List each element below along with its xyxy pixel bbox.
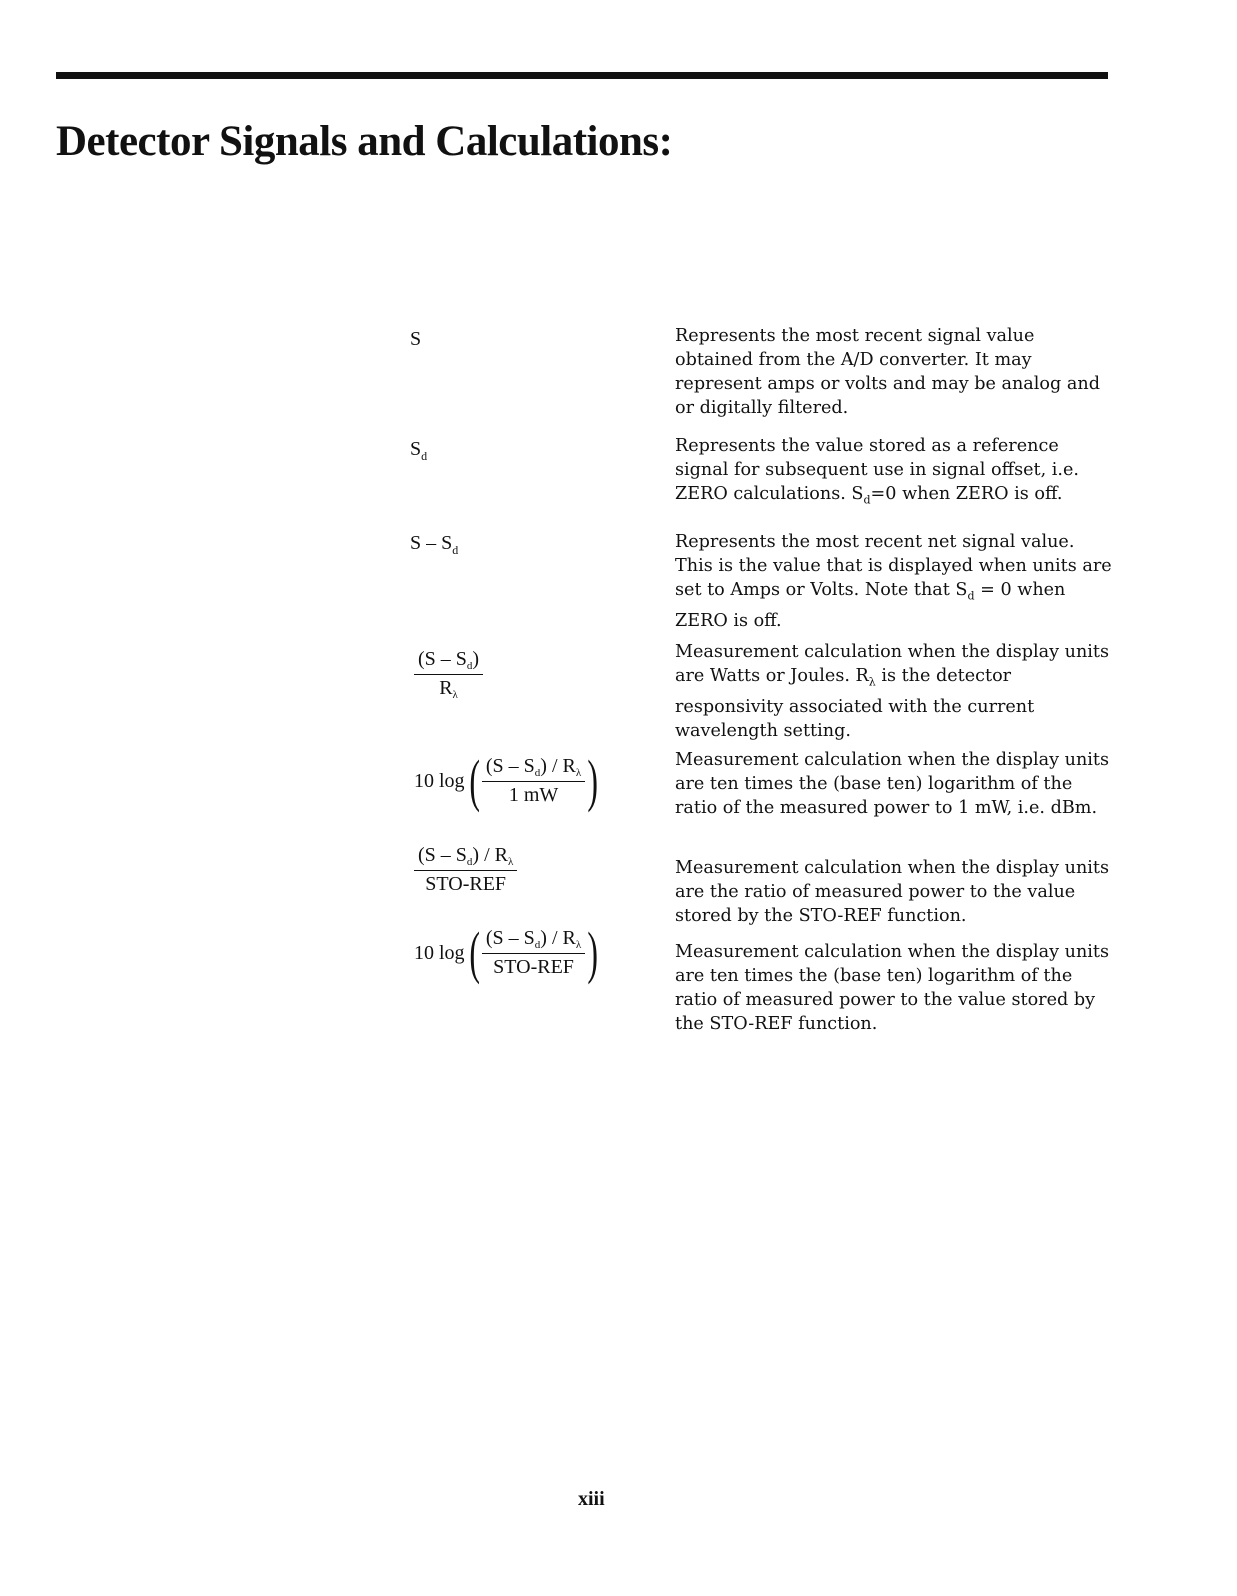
description-watts-text: Measurement calculation when the display units are Watts or Joules. R — [675, 642, 1110, 686]
formula-watts-num-open: (S – S — [418, 648, 467, 670]
formula-log-ratio-fraction — [482, 927, 585, 979]
formula-dbm-num-mid: ) / R — [540, 755, 576, 777]
formula-watts — [414, 648, 483, 701]
formula-ratio-num-sub: d — [466, 856, 473, 868]
description-watts-sub: λ — [868, 675, 876, 689]
formula-watts-num-sub: d — [466, 660, 473, 672]
formula-watts-num-close: ) — [472, 648, 480, 670]
formula-ratio-fraction — [414, 844, 517, 896]
header-rule — [56, 72, 1108, 79]
description-net-signal-sub: d — [967, 589, 975, 603]
formula-ratio-num-mid: ) / R — [472, 844, 508, 866]
description-watts — [675, 640, 1115, 743]
page-number: xiii — [578, 1488, 605, 1510]
formula-dbm-prefix: 10 log — [414, 769, 465, 792]
description-stored-signal-tail: =0 when ZERO is off. — [870, 484, 1063, 504]
symbol-signal — [410, 328, 421, 351]
formula-ratio — [414, 844, 517, 896]
formula-watts-den-base: R — [439, 677, 453, 699]
symbol-stored-signal-sub: d — [421, 449, 428, 463]
description-signal: Represents the most recent signal value obtained from the A/D converter. It may represent amps or volts and may be analog and or digitally filtered. — [675, 326, 1100, 418]
formula-dbm — [414, 748, 601, 813]
symbol-stored-signal-base: S — [410, 438, 422, 460]
description-net-signal-tail: = 0 when ZERO is off. — [675, 580, 1066, 631]
formula-log-ratio-num-open: (S – S — [485, 927, 535, 949]
formula-watts-numerator — [414, 648, 483, 675]
formula-log-ratio-numerator — [482, 927, 585, 954]
formula-log-ratio-num-sub: d — [534, 939, 541, 951]
formula-ratio-numerator — [414, 844, 517, 871]
description-net-signal — [675, 530, 1115, 633]
formula-log-ratio-denominator: STO-REF — [493, 956, 574, 978]
formula-dbm-right-paren: ) — [587, 748, 599, 813]
formula-ratio-num-open: (S – S — [418, 844, 467, 866]
symbol-stored-signal — [410, 438, 427, 464]
formula-dbm-expression — [414, 748, 601, 813]
formula-watts-den-sub: λ — [452, 689, 458, 701]
formula-dbm-num-open: (S – S — [485, 755, 535, 777]
symbol-net-signal-sub: d — [452, 543, 459, 557]
symbol-net-signal-base: S – S — [410, 532, 453, 554]
description-dbm: Measurement calculation when the display units are ten times the (base ten) logarithm of the ratio of the measured power to 1 mW, i.e. dBm. — [675, 750, 1110, 818]
description-net-signal-text: Represents the most recent net signal value. This is the value that is displayed when units are set to Amps or Volts. Note that S — [675, 532, 1112, 600]
formula-log-ratio-right-paren: ) — [587, 920, 599, 985]
description-stored-signal-sub: d — [863, 493, 871, 507]
formula-ratio-denominator: STO-REF — [425, 873, 507, 895]
formula-log-ratio-expression — [414, 920, 601, 985]
formula-log-ratio — [414, 920, 601, 985]
formula-log-ratio-num-mid: ) / R — [540, 927, 576, 949]
formula-dbm-num-sub2: λ — [575, 767, 582, 779]
symbol-signal-base: S — [410, 328, 422, 350]
description-stored-signal-text: Represents the value stored as a reference signal for subsequent use in signal offset, i.e. ZERO calculations. S — [675, 436, 1080, 504]
formula-log-ratio-left-paren: ( — [468, 920, 480, 985]
page-title: Detector Signals and Calculations: — [56, 118, 673, 165]
formula-log-ratio-prefix: 10 log — [414, 941, 465, 964]
formula-dbm-left-paren: ( — [468, 748, 480, 813]
formula-watts-denominator — [435, 675, 462, 701]
formula-log-ratio-num-sub2: λ — [575, 939, 582, 951]
description-watts-tail: is the detector responsivity associated with the current wavelength setting. — [675, 666, 1035, 741]
symbol-net-signal — [410, 532, 458, 558]
description-ratio: Measurement calculation when the display units are the ratio of measured power to the value stored by the STO-REF function. — [675, 858, 1110, 926]
description-log-ratio: Measurement calculation when the display units are ten times the (base ten) logarithm of the ratio of measured power to the value stored by the STO-REF function. — [675, 942, 1110, 1034]
formula-dbm-numerator — [482, 755, 585, 782]
formula-ratio-num-sub2: λ — [507, 856, 514, 868]
formula-dbm-num-sub: d — [534, 767, 541, 779]
description-stored-signal — [675, 434, 1115, 513]
formula-dbm-fraction — [482, 755, 585, 807]
formula-dbm-denominator: 1 mW — [508, 784, 559, 806]
formula-watts-fraction — [414, 648, 483, 701]
